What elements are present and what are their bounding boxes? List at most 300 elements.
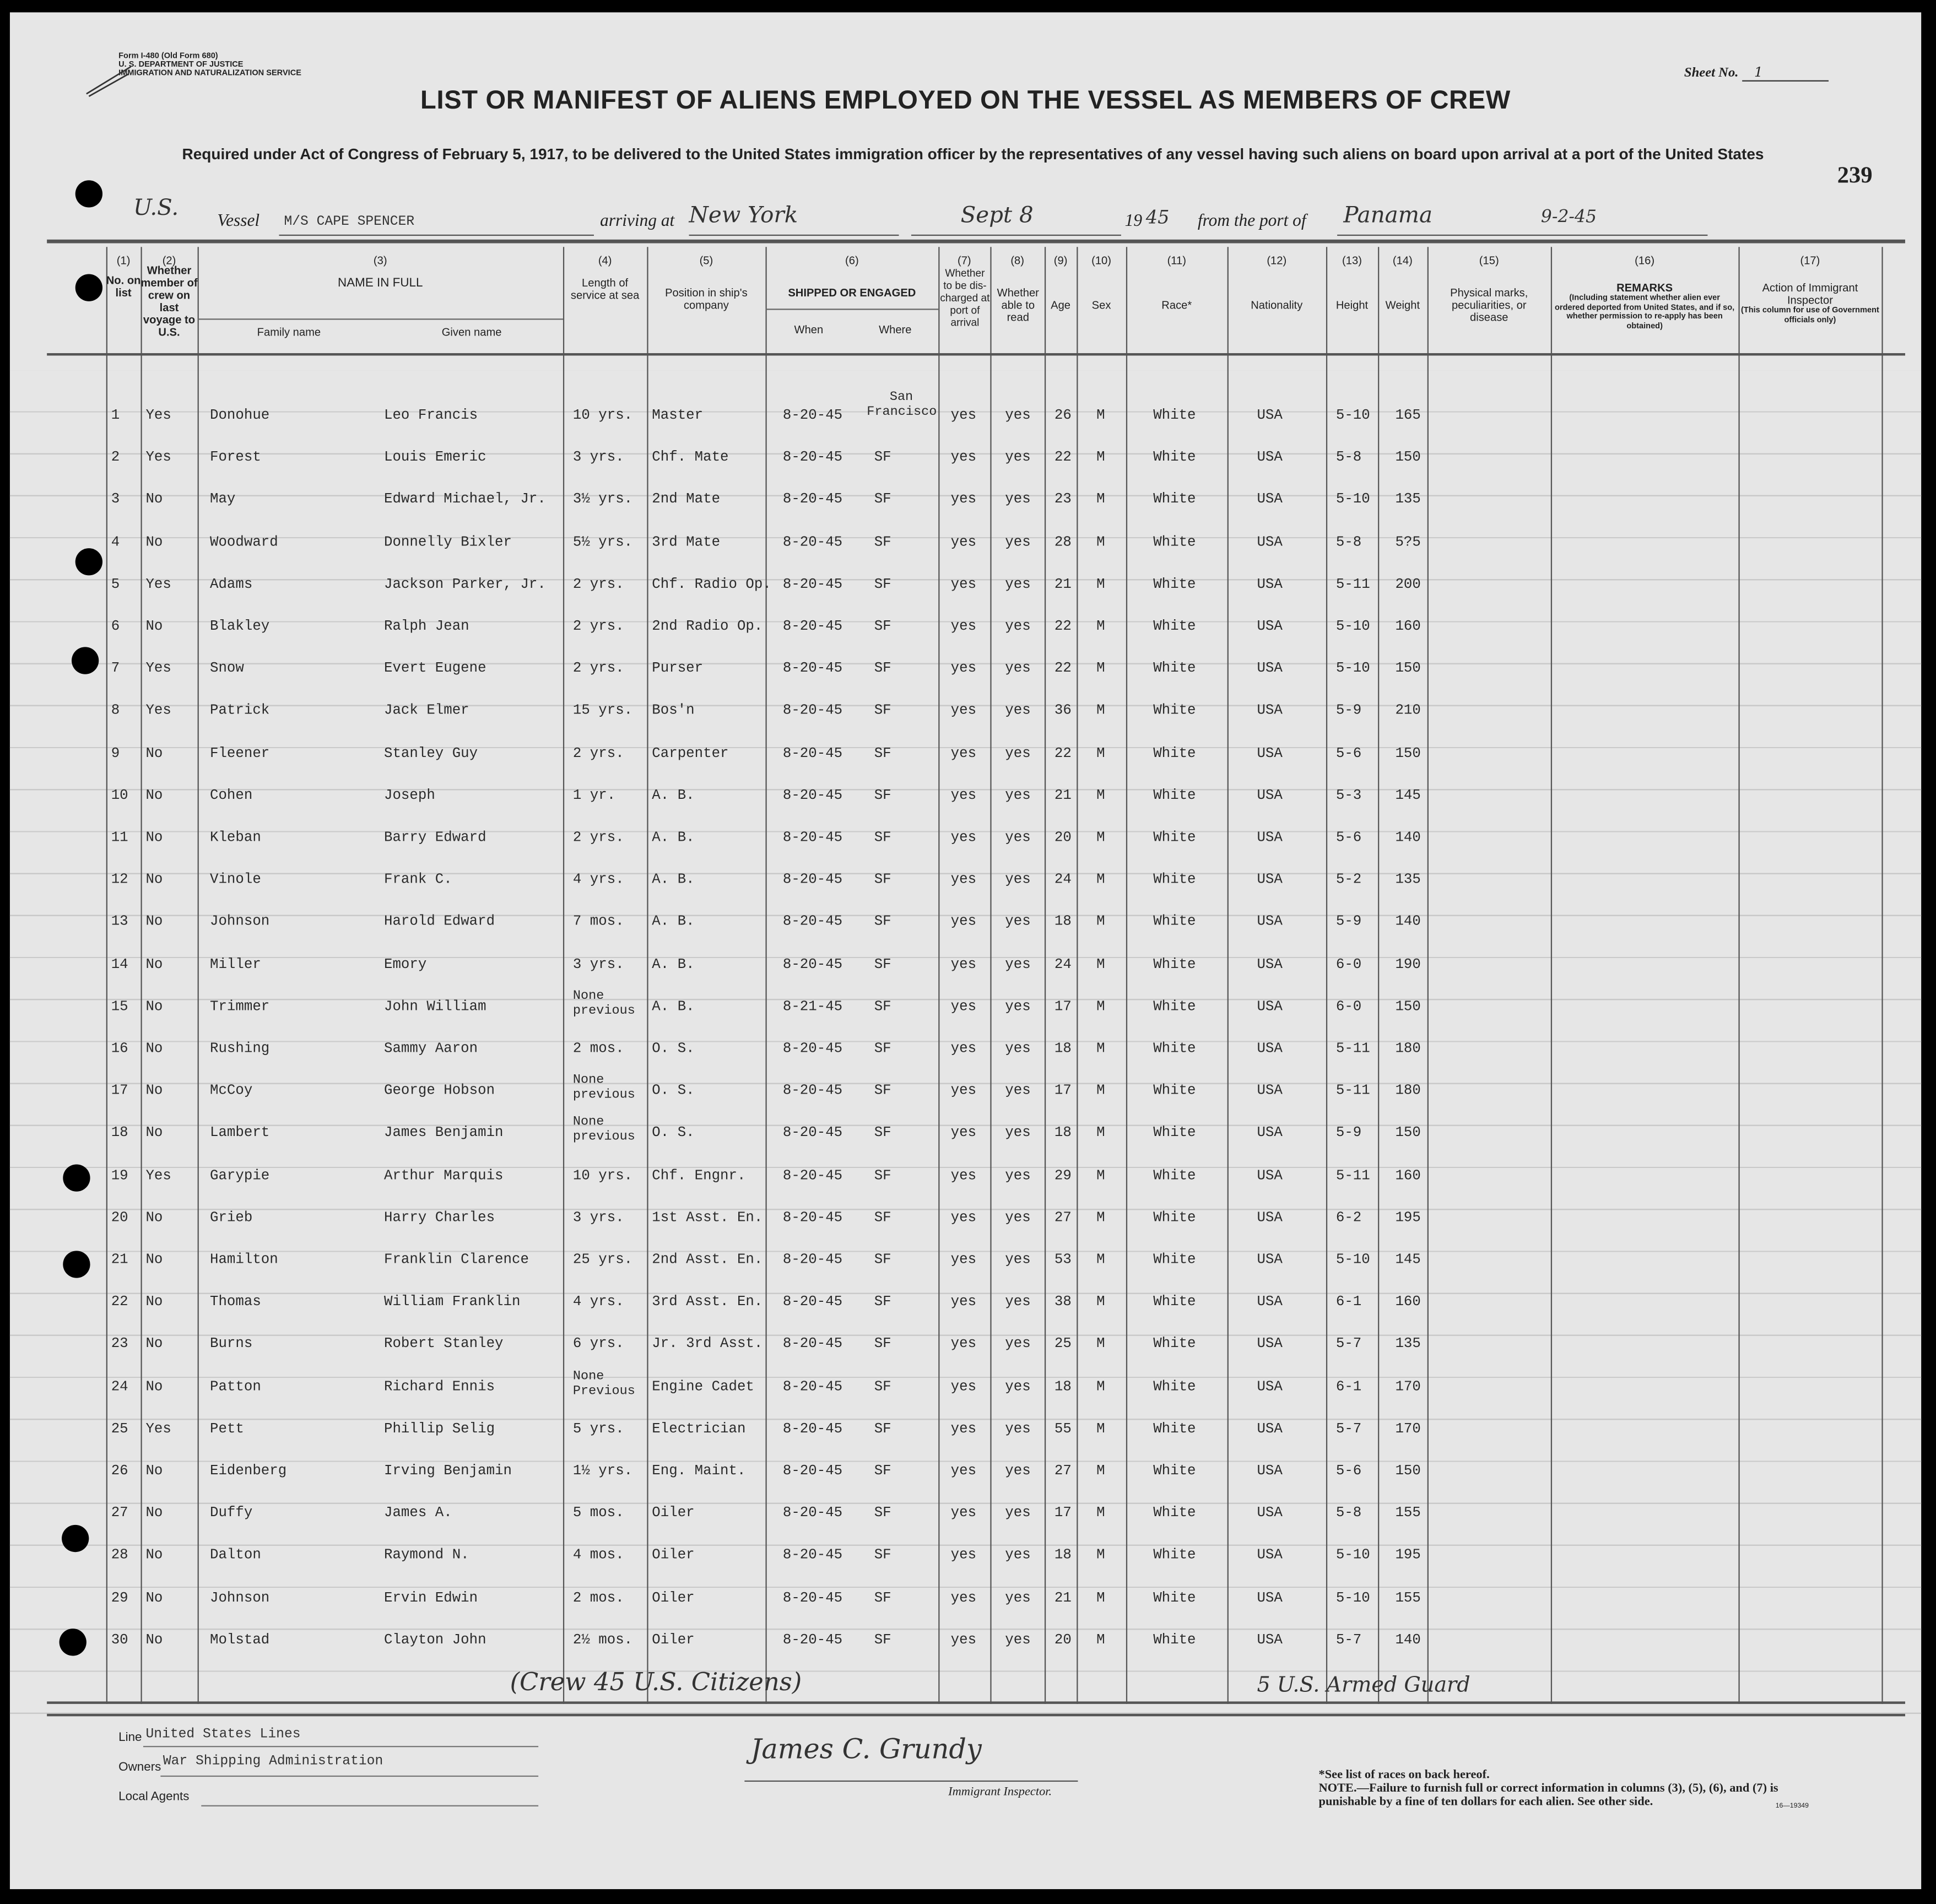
cell-shipped-when: 8-20-45	[782, 661, 843, 677]
sheet-value: 1	[1742, 64, 1829, 82]
owners-value: War Shipping Administration	[163, 1754, 383, 1770]
cell-last-voyage: No	[145, 1336, 163, 1353]
cell-length-of-service: 10 yrs.	[572, 407, 633, 424]
header-age: Age	[1051, 299, 1071, 311]
cell-row-number: 13	[111, 914, 128, 931]
cell-nationality: USA	[1257, 872, 1283, 888]
cell-nationality: USA	[1257, 1632, 1283, 1648]
cell-row-number: 29	[111, 1589, 128, 1606]
cell-length-of-service: 4 yrs.	[572, 1294, 624, 1311]
cell-family-name: Lambert	[209, 1125, 270, 1142]
cell-last-voyage: No	[145, 618, 163, 635]
cell-position: O. S.	[652, 1125, 695, 1142]
cell-nationality: USA	[1257, 1421, 1283, 1437]
cell-able-to-read: yes	[1005, 703, 1031, 720]
cell-shipped-where: SF	[874, 1125, 891, 1142]
cell-height: 5-10	[1335, 1589, 1370, 1606]
cell-height: 6-1	[1335, 1294, 1362, 1311]
cell-sex: M	[1096, 1463, 1105, 1479]
cell-row-number: 24	[111, 1378, 128, 1395]
cell-last-voyage: Yes	[145, 576, 171, 593]
cell-height: 5-3	[1335, 787, 1362, 804]
cell-weight: 5?5	[1395, 534, 1421, 550]
cell-able-to-read: yes	[1005, 1125, 1031, 1142]
cell-given-name: Irving Benjamin	[383, 1463, 512, 1479]
cell-able-to-read: yes	[1005, 1378, 1031, 1395]
cell-discharged: yes	[950, 407, 977, 424]
shipped-header-rule	[765, 309, 938, 310]
cell-given-name: Ralph Jean	[383, 618, 469, 635]
cell-row-number: 30	[111, 1632, 128, 1648]
cell-weight: 150	[1395, 661, 1421, 677]
cell-last-voyage: Yes	[145, 703, 171, 720]
cell-row-number: 22	[111, 1294, 128, 1311]
cell-nationality: USA	[1257, 450, 1283, 466]
cell-row-number: 21	[111, 1252, 128, 1268]
armed-guard-note: 5 U.S. Armed Guard	[1257, 1673, 1470, 1698]
cell-height: 5-10	[1335, 1548, 1370, 1564]
cell-shipped-when: 8-20-45	[782, 830, 843, 846]
penalty-note: NOTE.—Failure to furnish full or correct information in columns (3), (5), (6), and (7) is punishable by a fine of ten dollars for each alien. See other side.	[1318, 1782, 1778, 1809]
manifest-sheet	[10, 12, 1921, 1889]
table-row	[10, 1368, 1921, 1416]
signature-line	[744, 1781, 1078, 1782]
table-row	[10, 450, 1921, 486]
cell-nationality: USA	[1257, 1294, 1283, 1311]
cell-shipped-where: SF	[874, 618, 891, 635]
cell-nationality: USA	[1257, 1125, 1283, 1142]
cell-age: 24	[1054, 872, 1072, 888]
cell-family-name: Patton	[209, 1378, 261, 1395]
header-weight: Weight	[1385, 299, 1420, 311]
cell-sex: M	[1096, 1421, 1105, 1437]
cell-length-of-service: 10 yrs.	[572, 1167, 633, 1184]
column-number: (12)	[1267, 254, 1287, 267]
cell-shipped-when: 8-20-45	[782, 872, 843, 888]
cell-height: 5-10	[1335, 491, 1370, 509]
header-when: When	[794, 323, 824, 336]
cell-able-to-read: yes	[1005, 1421, 1031, 1437]
cell-given-name: Franklin Clarence	[383, 1252, 529, 1268]
cell-age: 21	[1054, 787, 1072, 804]
cell-nationality: USA	[1257, 534, 1283, 550]
cell-weight: 170	[1395, 1421, 1421, 1437]
column-number: (17)	[1800, 254, 1820, 267]
cell-row-number: 17	[111, 1083, 128, 1100]
cell-able-to-read: yes	[1005, 1209, 1031, 1226]
cell-given-name: Jack Elmer	[383, 703, 469, 720]
cell-last-voyage: Yes	[145, 407, 171, 424]
cell-sex: M	[1096, 1125, 1105, 1142]
cell-row-number: 19	[111, 1167, 128, 1184]
header-remarks: REMARKS	[1616, 281, 1673, 294]
cell-discharged: yes	[950, 830, 977, 846]
cell-weight: 145	[1395, 1252, 1421, 1268]
cell-family-name: Duffy	[209, 1505, 253, 1522]
cell-discharged: yes	[950, 1378, 977, 1395]
cell-shipped-where: SF	[874, 1294, 891, 1311]
cell-last-voyage: No	[145, 872, 163, 888]
cell-row-number: 14	[111, 956, 128, 973]
cell-able-to-read: yes	[1005, 1041, 1031, 1057]
cell-family-name: Hamilton	[209, 1252, 278, 1268]
cell-nationality: USA	[1257, 1041, 1283, 1057]
cell-length-of-service: 5 yrs.	[572, 1421, 624, 1437]
cell-shipped-where: SF	[874, 450, 891, 466]
cell-sex: M	[1096, 1378, 1105, 1395]
cell-nationality: USA	[1257, 1252, 1283, 1268]
cell-height: 5-8	[1335, 534, 1362, 550]
cell-length-of-service: 3 yrs.	[572, 450, 624, 466]
page-subtitle: Required under Act of Congress of February 5, 1917, to be delivered to the United States immigration officer by the representatives of any vessel having such aliens on board upon arrival at a port of the United States	[182, 145, 1764, 163]
cell-position: O. S.	[652, 1041, 695, 1057]
table-row	[10, 492, 1921, 529]
cell-shipped-when: 8-20-45	[782, 1167, 843, 1184]
cell-last-voyage: No	[145, 1083, 163, 1100]
cell-height: 5-6	[1335, 1463, 1362, 1479]
column-number: (10)	[1091, 254, 1111, 267]
cell-length-of-service: 1½ yrs.	[572, 1463, 633, 1479]
table-row	[10, 534, 1921, 571]
cell-nationality: USA	[1257, 745, 1283, 761]
cell-nationality: USA	[1257, 576, 1283, 593]
cell-family-name: Adams	[209, 576, 253, 593]
cell-height: 5-11	[1335, 1167, 1370, 1184]
cell-row-number: 9	[111, 745, 120, 761]
cell-discharged: yes	[950, 534, 977, 550]
cell-family-name: Cohen	[209, 787, 253, 804]
table-bottom-rule	[47, 1701, 1905, 1703]
cell-length-of-service: 2 mos.	[572, 1041, 624, 1057]
cell-length-of-service: 2 yrs.	[572, 745, 624, 761]
cell-shipped-where: SF	[874, 576, 891, 593]
cell-sex: M	[1096, 407, 1105, 424]
cell-weight: 135	[1395, 491, 1421, 509]
cell-sex: M	[1096, 914, 1105, 931]
cell-weight: 150	[1395, 998, 1421, 1015]
cell-position: Master	[652, 407, 704, 424]
cell-weight: 160	[1395, 1294, 1421, 1311]
cell-given-name: Emory	[383, 956, 427, 973]
cell-age: 18	[1054, 1041, 1072, 1057]
cell-shipped-where: SF	[874, 1167, 891, 1184]
cell-discharged: yes	[950, 661, 977, 677]
cell-shipped-where: SF	[874, 1548, 891, 1564]
cell-position: 1st Asst. En.	[652, 1209, 763, 1226]
cell-position: A. B.	[652, 830, 695, 846]
cell-nationality: USA	[1257, 1167, 1283, 1184]
us-mark: U.S.	[133, 195, 179, 221]
cell-height: 5-10	[1335, 661, 1370, 677]
table-row	[10, 619, 1921, 656]
cell-shipped-when: 8-21-45	[782, 998, 843, 1015]
cell-weight: 210	[1395, 703, 1421, 720]
cell-nationality: USA	[1257, 661, 1283, 677]
header-remarks-note: (Including statement whether alien ever ordered deported from United States, and if so, whether permission to re-apply has been obtained)	[1555, 294, 1735, 331]
cell-race: White	[1153, 1421, 1196, 1437]
cell-length-of-service: None previous	[572, 1115, 635, 1145]
cell-shipped-where: SF	[874, 1083, 891, 1100]
cell-sex: M	[1096, 830, 1105, 846]
cell-race: White	[1153, 998, 1196, 1015]
cell-length-of-service: 3½ yrs.	[572, 491, 633, 509]
cell-length-of-service: 15 yrs.	[572, 703, 633, 720]
cell-family-name: May	[209, 491, 236, 509]
cell-race: White	[1153, 914, 1196, 931]
cell-discharged: yes	[950, 1125, 977, 1142]
table-row	[10, 1590, 1921, 1627]
cell-weight: 195	[1395, 1548, 1421, 1564]
cell-weight: 165	[1395, 407, 1421, 424]
header-bottom-rule	[47, 353, 1905, 355]
cell-shipped-when: 8-20-45	[782, 1505, 843, 1522]
cell-row-number: 27	[111, 1505, 128, 1522]
local-agents-underline	[201, 1805, 538, 1806]
cell-shipped-when: 8-20-45	[782, 534, 843, 550]
cell-last-voyage: No	[145, 1378, 163, 1395]
cell-shipped-when: 8-20-45	[782, 1083, 843, 1100]
line-value: United States Lines	[145, 1727, 301, 1743]
cell-last-voyage: No	[145, 787, 163, 804]
cell-race: White	[1153, 1505, 1196, 1522]
cell-weight: 150	[1395, 1463, 1421, 1479]
cell-length-of-service: 6 yrs.	[572, 1336, 624, 1353]
cell-weight: 155	[1395, 1505, 1421, 1522]
cell-shipped-when: 8-20-45	[782, 1421, 843, 1437]
cell-shipped-when: 8-20-45	[782, 1589, 843, 1606]
crew-count-note: (Crew 45 U.S. Citizens)	[510, 1667, 802, 1697]
name-header-rule	[198, 318, 563, 320]
cell-height: 5-8	[1335, 450, 1362, 466]
cell-nationality: USA	[1257, 1463, 1283, 1479]
cell-family-name: Molstad	[209, 1632, 270, 1648]
cell-shipped-when: 8-20-45	[782, 618, 843, 635]
cell-able-to-read: yes	[1005, 914, 1031, 931]
cell-age: 22	[1054, 745, 1072, 761]
arriving-label: arriving at	[600, 212, 675, 231]
cell-weight: 150	[1395, 745, 1421, 761]
table-row	[10, 1041, 1921, 1078]
cell-shipped-where: SF	[874, 914, 891, 931]
cell-age: 21	[1054, 1589, 1072, 1606]
cell-sex: M	[1096, 872, 1105, 888]
cell-discharged: yes	[950, 1505, 977, 1522]
cell-sex: M	[1096, 1294, 1105, 1311]
cell-race: White	[1153, 534, 1196, 550]
cell-race: White	[1153, 1167, 1196, 1184]
cell-age: 27	[1054, 1209, 1072, 1226]
column-number: (5)	[699, 254, 713, 267]
cell-discharged: yes	[950, 1209, 977, 1226]
cell-sex: M	[1096, 491, 1105, 509]
cell-length-of-service: None Previous	[572, 1368, 635, 1399]
cell-row-number: 20	[111, 1209, 128, 1226]
cell-position: Eng. Maint.	[652, 1463, 746, 1479]
cell-weight: 140	[1395, 830, 1421, 846]
cell-discharged: yes	[950, 1167, 977, 1184]
cell-weight: 135	[1395, 1336, 1421, 1353]
cell-family-name: Rushing	[209, 1041, 270, 1057]
cell-age: 17	[1054, 1505, 1072, 1522]
cell-race: White	[1153, 787, 1196, 804]
cell-able-to-read: yes	[1005, 576, 1031, 593]
column-number: (1)	[116, 254, 131, 267]
cell-height: 5-6	[1335, 745, 1362, 761]
cell-shipped-when: 8-20-45	[782, 745, 843, 761]
local-agents-label: Local Agents	[118, 1790, 190, 1804]
cell-height: 5-10	[1335, 618, 1370, 635]
cell-discharged: yes	[950, 1589, 977, 1606]
cell-able-to-read: yes	[1005, 534, 1031, 550]
cell-able-to-read: yes	[1005, 1167, 1031, 1184]
cell-shipped-when: 8-20-45	[782, 787, 843, 804]
cell-position: A. B.	[652, 787, 695, 804]
cell-race: White	[1153, 1294, 1196, 1311]
cell-shipped-when: 8-20-45	[782, 914, 843, 931]
header-height: Height	[1335, 299, 1369, 311]
column-number: (14)	[1392, 254, 1413, 267]
cell-weight: 140	[1395, 914, 1421, 931]
cell-last-voyage: Yes	[145, 661, 171, 677]
arrival-date: Sept 8	[960, 202, 1034, 229]
column-number: (8)	[1010, 254, 1024, 267]
cell-weight: 190	[1395, 956, 1421, 973]
cell-length-of-service: None previous	[572, 988, 635, 1019]
cell-sex: M	[1096, 1167, 1105, 1184]
cell-family-name: McCoy	[209, 1083, 253, 1100]
cell-race: White	[1153, 576, 1196, 593]
cell-race: White	[1153, 1209, 1196, 1226]
cell-age: 20	[1054, 830, 1072, 846]
cell-weight: 180	[1395, 1083, 1421, 1100]
cell-position: O. S.	[652, 1083, 695, 1100]
cell-discharged: yes	[950, 745, 977, 761]
cell-weight: 150	[1395, 450, 1421, 466]
cell-position: Oiler	[652, 1589, 695, 1606]
arrival-year: 45	[1145, 206, 1170, 229]
cell-length-of-service: 2½ mos.	[572, 1632, 633, 1648]
cell-shipped-when: 8-20-45	[782, 1252, 843, 1268]
cell-given-name: Stanley Guy	[383, 745, 478, 761]
cell-discharged: yes	[950, 618, 977, 635]
cell-age: 17	[1054, 1083, 1072, 1100]
cell-weight: 180	[1395, 1041, 1421, 1057]
column-number: (16)	[1635, 254, 1655, 267]
cell-position: Purser	[652, 661, 704, 677]
cell-given-name: Leo Francis	[383, 407, 478, 424]
header-inspector-action: Action of Immigrant Inspector	[1762, 281, 1858, 306]
cell-position: A. B.	[652, 872, 695, 888]
cell-age: 25	[1054, 1336, 1072, 1353]
cell-sex: M	[1096, 1252, 1105, 1268]
cell-nationality: USA	[1257, 1378, 1283, 1395]
cell-shipped-when: 8-20-45	[782, 956, 843, 973]
cell-discharged: yes	[950, 787, 977, 804]
cell-given-name: James Benjamin	[383, 1125, 504, 1142]
cell-sex: M	[1096, 745, 1105, 761]
cell-height: 5-11	[1335, 576, 1370, 593]
cell-last-voyage: No	[145, 1632, 163, 1648]
cell-able-to-read: yes	[1005, 1548, 1031, 1564]
cell-race: White	[1153, 661, 1196, 677]
cell-sex: M	[1096, 576, 1105, 593]
table-row	[10, 1548, 1921, 1584]
table-row	[10, 872, 1921, 909]
cell-nationality: USA	[1257, 830, 1283, 846]
cell-height: 5-9	[1335, 914, 1362, 931]
cell-age: 18	[1054, 914, 1072, 931]
line-underline	[143, 1746, 538, 1747]
cell-length-of-service: 25 yrs.	[572, 1252, 633, 1268]
header-inspector-note: (This column for use of Government officials only)	[1740, 306, 1879, 324]
cell-position: 3rd Asst. En.	[652, 1294, 763, 1311]
table-row	[10, 787, 1921, 824]
cell-position: Jr. 3rd Asst.	[652, 1336, 763, 1353]
table-row	[10, 1463, 1921, 1500]
cell-age: 17	[1054, 998, 1072, 1015]
cell-able-to-read: yes	[1005, 618, 1031, 635]
table-row	[10, 1210, 1921, 1247]
cell-sex: M	[1096, 1041, 1105, 1057]
table-row	[10, 1073, 1921, 1120]
cell-race: White	[1153, 703, 1196, 720]
cell-race: White	[1153, 1083, 1196, 1100]
cell-shipped-where: SF	[874, 1252, 891, 1268]
cell-shipped-where: SF	[874, 491, 891, 509]
cell-discharged: yes	[950, 1294, 977, 1311]
cell-shipped-where: SF	[874, 1209, 891, 1226]
cell-sex: M	[1096, 450, 1105, 466]
cell-family-name: Dalton	[209, 1548, 261, 1564]
cell-discharged: yes	[950, 998, 977, 1015]
cell-age: 22	[1054, 618, 1072, 635]
cell-row-number: 5	[111, 576, 120, 593]
cell-height: 5-10	[1335, 1252, 1370, 1268]
cell-nationality: USA	[1257, 787, 1283, 804]
cell-height: 5-11	[1335, 1041, 1370, 1057]
cell-shipped-where: SF	[874, 1421, 891, 1437]
cell-sex: M	[1096, 956, 1105, 973]
cell-last-voyage: No	[145, 1294, 163, 1311]
cell-height: 5-11	[1335, 1083, 1370, 1100]
cell-shipped-where: San Francisco	[867, 390, 937, 420]
cell-last-voyage: No	[145, 1548, 163, 1564]
cell-given-name: Sammy Aaron	[383, 1041, 478, 1057]
cell-able-to-read: yes	[1005, 407, 1031, 424]
cell-sex: M	[1096, 787, 1105, 804]
cell-shipped-where: SF	[874, 830, 891, 846]
header-shipped-engaged: SHIPPED OR ENGAGED	[788, 286, 916, 299]
cell-shipped-where: SF	[874, 956, 891, 973]
cell-position: A. B.	[652, 956, 695, 973]
table-row	[10, 390, 1921, 445]
cell-sex: M	[1096, 661, 1105, 677]
cell-last-voyage: No	[145, 1252, 163, 1268]
cell-able-to-read: yes	[1005, 998, 1031, 1015]
cell-discharged: yes	[950, 1463, 977, 1479]
cell-discharged: yes	[950, 1083, 977, 1100]
cell-sex: M	[1096, 1209, 1105, 1226]
cell-given-name: Frank C.	[383, 872, 452, 888]
cell-race: White	[1153, 407, 1196, 424]
cell-position: Oiler	[652, 1505, 695, 1522]
column-number: (9)	[1053, 254, 1068, 267]
column-number: (11)	[1167, 254, 1186, 267]
cell-sex: M	[1096, 703, 1105, 720]
from-port-label: from the port of	[1197, 212, 1306, 231]
year-prefix: 19	[1124, 212, 1143, 231]
header-no-on-list: No. on list	[106, 274, 141, 299]
